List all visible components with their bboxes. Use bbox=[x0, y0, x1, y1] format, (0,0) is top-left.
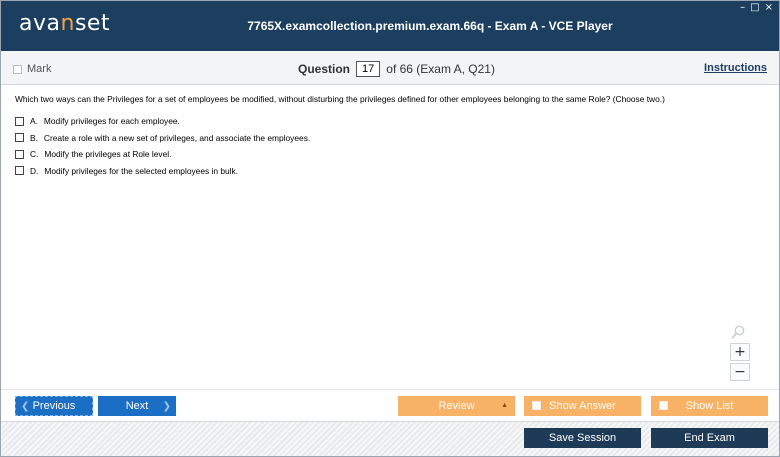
navigation-bar bbox=[1, 389, 779, 421]
review-label: Review bbox=[438, 400, 475, 412]
option-text: Create a role with a new set of privileges, and associate the employees. bbox=[43, 132, 311, 143]
option-letter: C. bbox=[30, 149, 39, 160]
option-letter: D. bbox=[30, 165, 39, 176]
show-answer-label: Show Answer bbox=[549, 400, 616, 412]
bottom-bar bbox=[1, 421, 779, 456]
close-icon[interactable]: × bbox=[764, 2, 773, 13]
zoom-out-button[interactable]: − bbox=[730, 363, 750, 381]
end-exam-button[interactable]: End Exam bbox=[651, 428, 768, 448]
option-text: Modify privileges for each employee. bbox=[43, 116, 180, 127]
previous-button[interactable] bbox=[15, 396, 93, 416]
option-letter: A. bbox=[30, 116, 38, 127]
answer-option-d[interactable] bbox=[15, 163, 765, 180]
option-text: Modify privileges for the selected employees in bulk. bbox=[44, 165, 239, 176]
mark-checkbox-box[interactable] bbox=[13, 65, 22, 74]
app-logo: avanset bbox=[19, 11, 111, 36]
question-text: Which two ways can the Privileges for a set of employees be modified, without disturbing the privileges defined for other employees belonging to the same Role? (Choose two.) bbox=[15, 94, 665, 104]
triangle-up-icon: ▲ bbox=[501, 402, 508, 409]
question-of-label: of 66 (Exam A, Q21) bbox=[386, 62, 495, 76]
minimize-icon[interactable]: – bbox=[740, 2, 746, 13]
answer-checkbox[interactable] bbox=[15, 117, 24, 126]
option-text: Modify the privileges at Role level. bbox=[44, 149, 172, 160]
question-indicator bbox=[298, 61, 495, 77]
save-session-button[interactable]: Save Session bbox=[524, 428, 641, 448]
show-answer-button[interactable] bbox=[524, 396, 641, 416]
answer-checkbox[interactable] bbox=[15, 166, 24, 175]
question-number-input[interactable]: 17 bbox=[356, 61, 380, 77]
answer-checkbox[interactable] bbox=[15, 150, 24, 159]
previous-label: Previous bbox=[32, 400, 76, 412]
show-list-label: Show List bbox=[685, 400, 734, 412]
answer-checkbox[interactable] bbox=[15, 133, 24, 142]
answer-option-c[interactable] bbox=[15, 146, 765, 163]
next-button[interactable] bbox=[98, 396, 176, 416]
show-answer-checkbox[interactable] bbox=[532, 401, 541, 410]
review-button[interactable] bbox=[398, 396, 515, 416]
show-list-button[interactable] bbox=[651, 396, 768, 416]
chevron-left-icon: ❮ bbox=[21, 400, 30, 412]
magnifier-icon bbox=[730, 324, 746, 340]
maximize-icon[interactable]: □ bbox=[750, 2, 760, 13]
show-list-checkbox[interactable] bbox=[659, 401, 668, 410]
instructions-link[interactable]: Instructions bbox=[704, 62, 767, 74]
mark-checkbox[interactable] bbox=[13, 63, 51, 75]
answer-option-a[interactable] bbox=[15, 113, 765, 130]
next-label: Next bbox=[125, 400, 149, 412]
zoom-in-button[interactable]: + bbox=[730, 343, 750, 361]
window-controls bbox=[740, 3, 773, 13]
title-bar bbox=[1, 1, 779, 51]
answer-option-b[interactable] bbox=[15, 130, 765, 147]
question-label: Question bbox=[298, 62, 351, 76]
question-body bbox=[15, 94, 765, 179]
window-title: 7765X.examcollection.premium.exam.66q - Exam A - VCE Player bbox=[247, 19, 613, 33]
option-letter: B. bbox=[30, 132, 38, 143]
mark-label: Mark bbox=[27, 63, 52, 75]
question-header bbox=[1, 51, 779, 85]
chevron-right-icon: ❯ bbox=[162, 400, 171, 412]
